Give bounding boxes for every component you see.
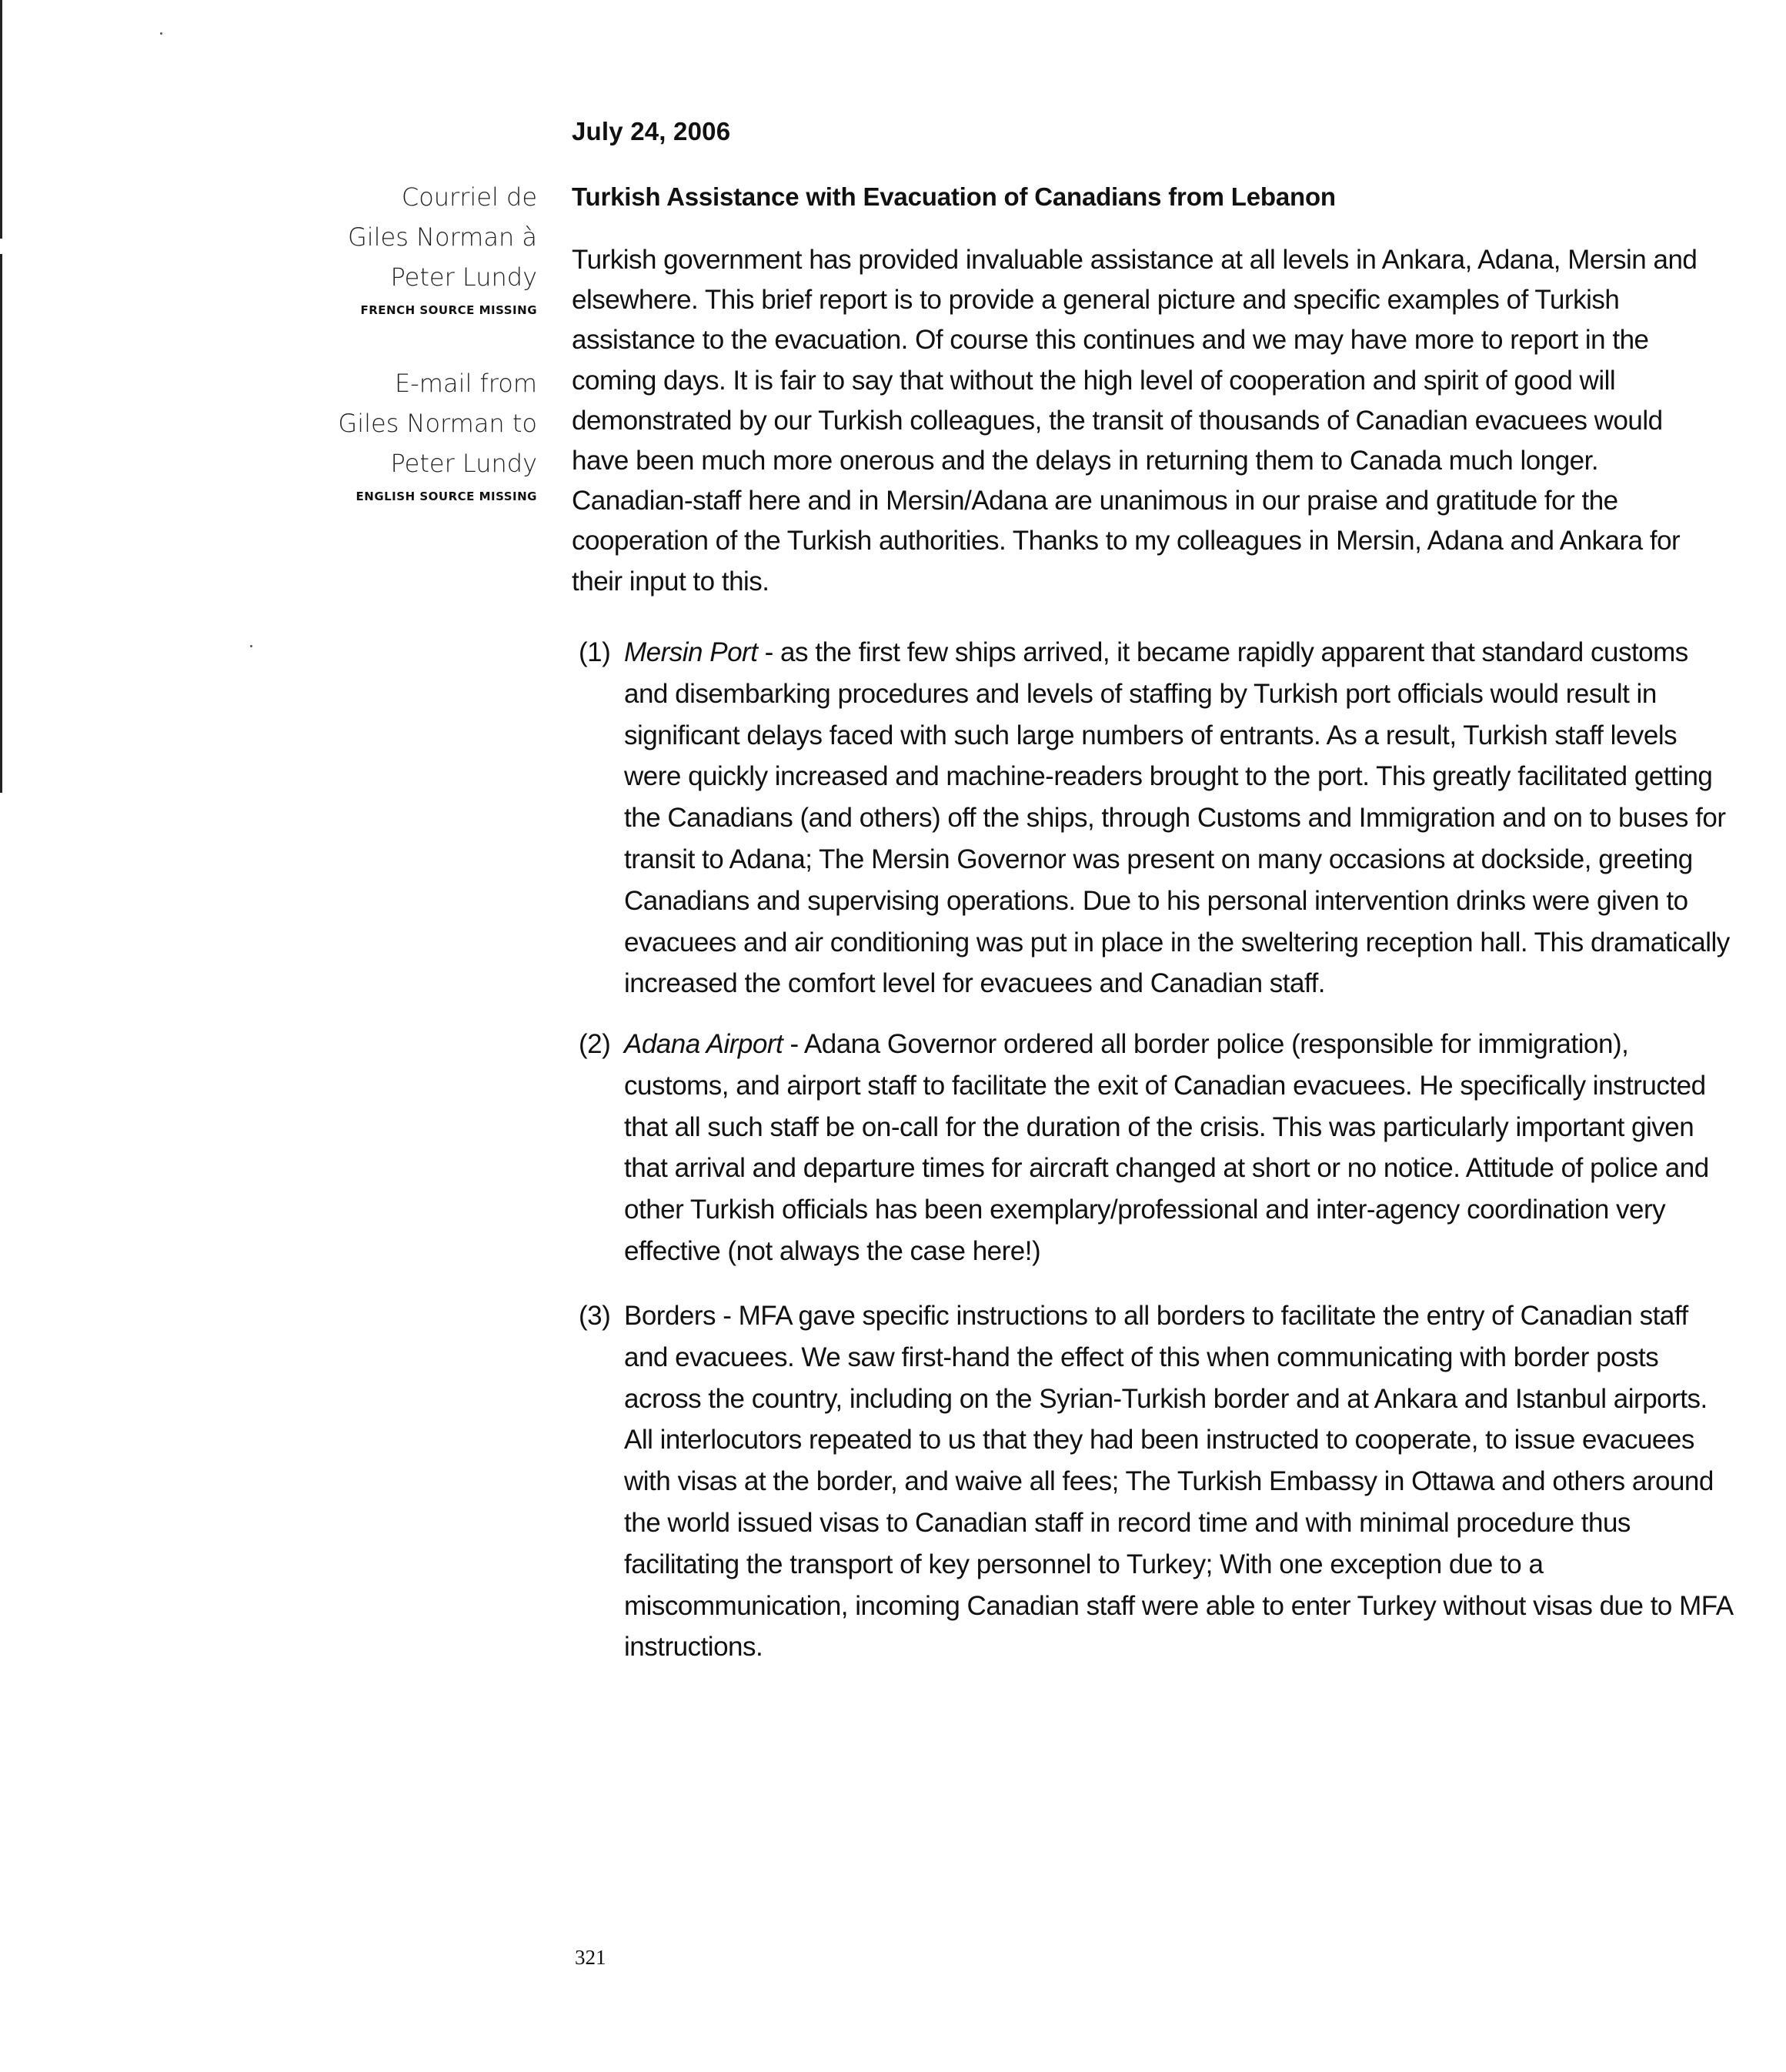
document-date: July 24, 2006 [572,117,731,145]
list-lead: Mersin Port [624,637,758,667]
margin-note-french [292,177,537,319]
margin-line: Giles Norman to [338,409,537,438]
scan-edge-top [0,0,2,239]
list-lead: Adana Airport [624,1029,783,1059]
margin-line: Peter Lundy [390,262,537,292]
list-text: - as the first few ships arrived, it became rapidly apparent that standard customs and disembarking procedures and levels of staffing by Turkish port officials would result in significant delays faced with such large numbers of entrants. As a result, Turkish staff levels were quickly increased and machine-readers brought to the port. This greatly facilitated getting the Canadians (and others) off the ships, through Customs and Immigration and on to buses for transit to Adana; The Mersin Governor was present on many occasions at dockside, greeting Canadians and supervising operations. Due to his personal intervention drinks were given to evacuees and air conditioning was put in place in the sweltering reception hall. This dramatically increased the comfort level for evacuees and Canadian staff. [624,637,1730,999]
margin-line: E-mail from [395,369,537,398]
intro-paragraph: Turkish government has provided invaluable assistance at all levels in Ankara, Adana, Mersin and elsewhere. This brief report is to provide a general picture and specific examples of Turkish assistance to the evacuation. Of course this continues and we may have more to report in the coming days. It is fair to say that without the high level of cooperation and spirit of good will demonstrated by our Turkish colleagues, the transit of thousands of Canadian evacuees would have been much more onerous and the delays in returning them to Canada much longer. Canadian-staff here and in Mersin/Adana are unanimous in our praise and gratitude for the cooperation of the Turkish authorities. Thanks to my colleagues in Mersin, Adana and Ankara for their input to this. [572,245,1698,597]
list-number: (3) [579,1301,611,1331]
list-number: (2) [579,1029,611,1059]
list-text: Borders - MFA gave specific instructions to all borders to facilitate the entry of Canadian staff and evacuees. We saw first-hand the effect of this when communicating with border posts across the country, including on the Syrian-Turkish border and at Ankara and Istanbul airports. All interlocutors repeated to us that they had been instructed to cooperate, to issue evacuees with visas at the border, and waive all fees; The Turkish Embassy in Ottawa and others around the world issued visas to Canadian staff in record time and with minimal procedure thus facilitating the transport of key personnel to Turkey; With one exception due to a miscommunication, incoming Canadian staff were able to enter Turkey without visas due to MFA instructions. [624,1301,1732,1663]
document-heading: Turkish Assistance with Evacuation of Canadians from Lebanon [572,182,1336,211]
source-missing-note: ENGLISH SOURCE MISSING [356,490,537,503]
margin-line: Peter Lundy [390,449,537,478]
list-item-2 [579,1024,1733,1272]
scan-edge-bottom [0,254,2,793]
scan-speck [160,32,162,35]
margin-note-english [292,363,537,505]
margin-line: Giles Norman à [347,222,537,252]
list-text: - Adana Governor ordered all border police (responsible for immigration), customs, and airport staff to facilitate the exit of Canadian evacuees. He specifically instructed that all such staff be on-call for the duration of the crisis. This was particularly important given that arrival and departure times for aircraft changed at short or no notice. Attitude of police and other Turkish officials has been exemplary/professional and inter-agency coordination very effective (not always the case here!) [624,1029,1709,1266]
page-number: 321 [575,1946,606,1969]
scan-speck [250,645,252,647]
list-number: (1) [579,637,611,667]
margin-line: Courriel de [401,182,537,212]
source-missing-note: FRENCH SOURCE MISSING [360,303,537,317]
list-item-3 [579,1295,1733,1668]
list-item-1 [579,632,1733,1004]
